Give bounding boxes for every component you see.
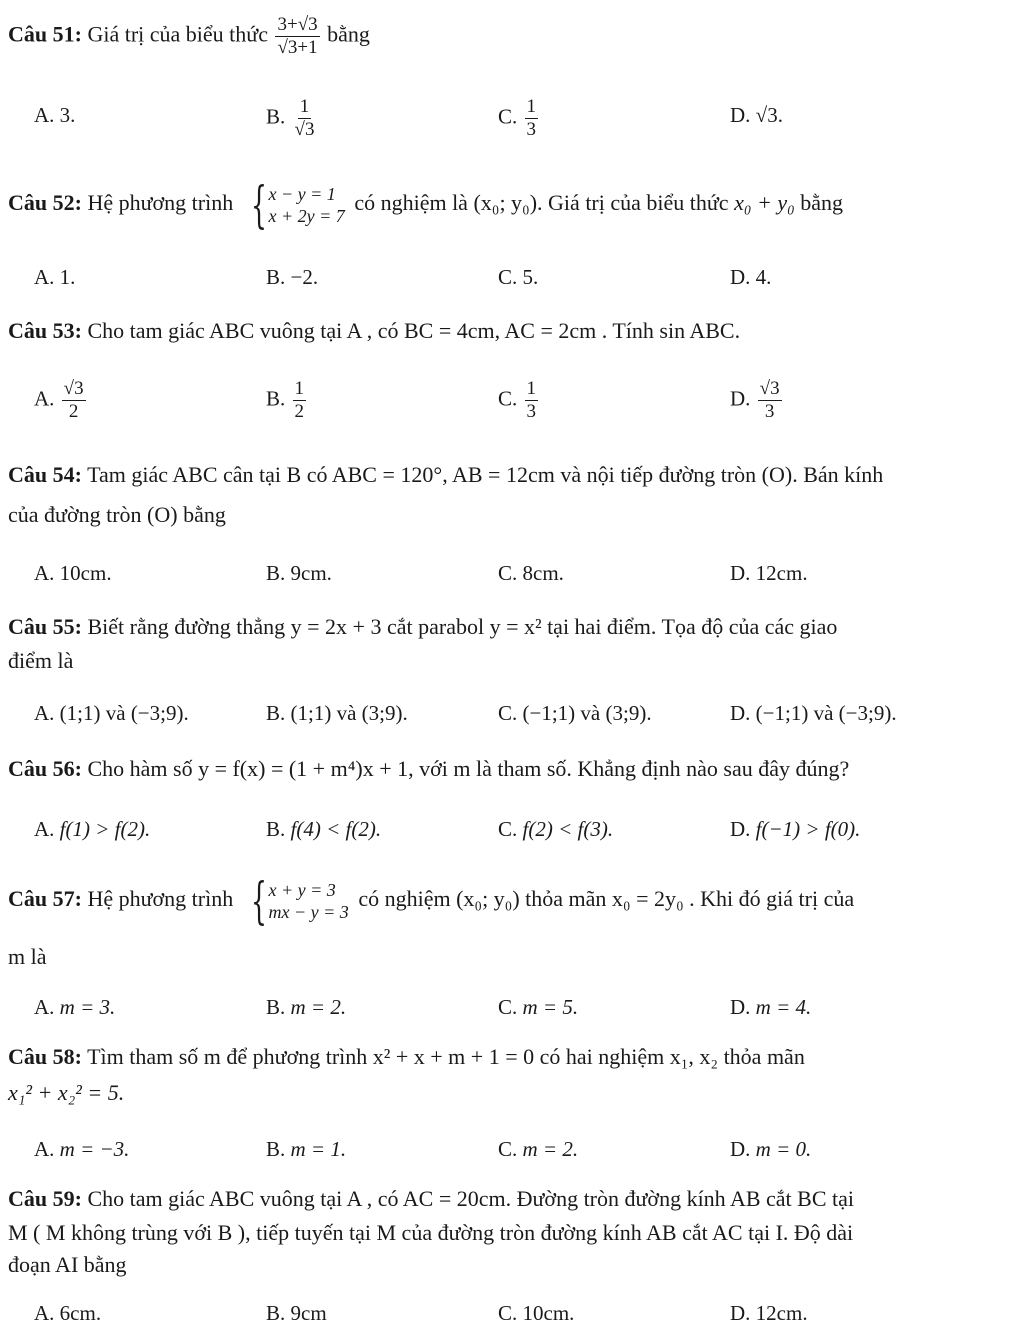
brace-icon: { bbox=[250, 872, 267, 930]
fraction-numerator: 3+√3 bbox=[277, 14, 318, 35]
option-d[interactable] bbox=[730, 814, 860, 844]
option-value: (1;1) và (−3;9). bbox=[59, 701, 189, 725]
option-letter: B. bbox=[266, 104, 286, 129]
option-letter: A. bbox=[34, 701, 55, 725]
fraction bbox=[293, 96, 317, 141]
option-letter: D. bbox=[730, 995, 751, 1019]
option-letter: C. bbox=[498, 265, 518, 289]
option-value: m = 0. bbox=[755, 1137, 812, 1161]
fraction-denominator: 3 bbox=[526, 119, 537, 140]
option-value: m = 4. bbox=[755, 995, 812, 1019]
option-value: f(2) < f(3). bbox=[522, 817, 614, 841]
option-value: 12cm. bbox=[755, 561, 808, 585]
option-b[interactable] bbox=[266, 1298, 327, 1328]
option-a[interactable] bbox=[34, 378, 88, 423]
fraction-numerator: 1 bbox=[526, 378, 537, 399]
option-letter: B. bbox=[266, 1137, 286, 1161]
option-letter: D. bbox=[730, 701, 751, 725]
option-a[interactable] bbox=[34, 558, 112, 588]
option-b[interactable] bbox=[266, 1134, 346, 1164]
option-letter: C. bbox=[498, 995, 518, 1019]
question-label: Câu 51: bbox=[8, 21, 82, 47]
option-letter: C. bbox=[498, 1301, 518, 1325]
option-a[interactable] bbox=[34, 814, 150, 844]
question-label: Câu 53: bbox=[8, 318, 82, 343]
option-letter: A. bbox=[34, 817, 55, 841]
question-text: Cho tam giác ABC vuông tại A , có BC = 4cm, AC = 2cm . Tính sin ABC. bbox=[87, 318, 741, 343]
option-value: m = −3. bbox=[59, 1137, 130, 1161]
fraction bbox=[758, 378, 782, 423]
question-58 bbox=[8, 1040, 1014, 1074]
option-b[interactable] bbox=[266, 378, 308, 423]
fraction bbox=[62, 378, 86, 423]
question-55-line-2: điểm là bbox=[8, 648, 74, 673]
equation-row: x − y = 1 bbox=[268, 184, 336, 204]
option-value: 3. bbox=[59, 103, 76, 127]
option-value: 4. bbox=[755, 265, 772, 289]
question-58-line-2: x₁² + x₂² = 5. bbox=[8, 1080, 125, 1105]
option-d[interactable] bbox=[730, 698, 897, 728]
equation-system bbox=[243, 872, 349, 930]
option-letter: B. bbox=[266, 995, 286, 1019]
option-b[interactable] bbox=[266, 992, 346, 1022]
fraction bbox=[525, 378, 539, 423]
option-value: −2. bbox=[290, 265, 319, 289]
equation-system bbox=[243, 176, 345, 234]
question-56 bbox=[8, 752, 1014, 786]
option-d[interactable] bbox=[730, 992, 811, 1022]
option-d[interactable] bbox=[730, 262, 771, 292]
option-value: 10cm. bbox=[59, 561, 112, 585]
brace-icon: { bbox=[250, 176, 267, 234]
question-label: Câu 58: bbox=[8, 1044, 82, 1069]
option-c[interactable] bbox=[498, 558, 564, 588]
option-d[interactable] bbox=[730, 100, 783, 130]
question-52 bbox=[8, 176, 1014, 234]
option-value: 5. bbox=[522, 265, 539, 289]
fraction-numerator: 1 bbox=[526, 96, 537, 117]
option-letter: D. bbox=[730, 817, 751, 841]
question-57-line-2: m là bbox=[8, 944, 47, 969]
option-letter: B. bbox=[266, 386, 286, 411]
question-text: Biết rằng đường thẳng y = 2x + 3 cắt parabol y = x² tại hai điểm. Tọa độ của các giao bbox=[87, 614, 838, 639]
option-letter: D. bbox=[730, 561, 751, 585]
option-a[interactable] bbox=[34, 262, 75, 292]
option-a[interactable] bbox=[34, 992, 115, 1022]
option-c[interactable] bbox=[498, 992, 578, 1022]
option-value: (−1;1) và (3;9). bbox=[522, 701, 652, 725]
option-value: m = 1. bbox=[290, 1137, 347, 1161]
option-value: f(1) > f(2). bbox=[59, 817, 151, 841]
option-letter: B. bbox=[266, 1301, 286, 1325]
question-51 bbox=[8, 14, 1014, 59]
fraction-numerator: √3 bbox=[759, 378, 780, 399]
option-value: m = 2. bbox=[522, 1137, 579, 1161]
option-letter: C. bbox=[498, 817, 518, 841]
fraction-numerator: 1 bbox=[294, 378, 305, 399]
option-value: 1. bbox=[59, 265, 76, 289]
question-57 bbox=[8, 872, 1014, 930]
question-label: Câu 57: bbox=[8, 886, 82, 912]
question-text: Hệ phương trình bbox=[87, 190, 234, 216]
question-label: Câu 55: bbox=[8, 614, 82, 639]
question-mid: có nghiệm là (x₀; y₀). Giá trị của biểu thức bbox=[354, 190, 729, 216]
fraction bbox=[525, 96, 539, 141]
option-letter: B. bbox=[266, 701, 286, 725]
option-a[interactable] bbox=[34, 1134, 129, 1164]
option-letter: D. bbox=[730, 1137, 751, 1161]
option-letter: A. bbox=[34, 1137, 55, 1161]
question-59-line-3: đoạn AI bằng bbox=[8, 1252, 127, 1277]
option-letter: D. bbox=[730, 386, 751, 411]
option-a[interactable] bbox=[34, 100, 75, 130]
question-text: Tam giác ABC cân tại B có ABC = 120°, AB = 12cm và nội tiếp đường tròn (O). Bán kính bbox=[87, 462, 884, 487]
fraction-numerator: 1 bbox=[299, 96, 310, 117]
fraction-denominator: √3+1 bbox=[277, 37, 318, 58]
option-value: 9cm. bbox=[290, 561, 332, 585]
option-c[interactable] bbox=[498, 1134, 578, 1164]
fraction bbox=[293, 378, 307, 423]
option-letter: A. bbox=[34, 103, 55, 127]
question-text: Hệ phương trình bbox=[87, 886, 234, 912]
option-c[interactable] bbox=[498, 262, 538, 292]
question-tail: bằng bbox=[327, 21, 370, 47]
option-d[interactable] bbox=[730, 558, 808, 588]
option-value: 8cm. bbox=[522, 561, 564, 585]
option-value: m = 2. bbox=[290, 995, 347, 1019]
fraction-denominator: 3 bbox=[526, 401, 537, 422]
option-c[interactable] bbox=[498, 814, 613, 844]
option-value: m = 5. bbox=[522, 995, 579, 1019]
fraction-denominator: √3 bbox=[294, 119, 315, 140]
option-letter: A. bbox=[34, 265, 55, 289]
equation-row: x + y = 3 bbox=[268, 880, 336, 900]
fraction-denominator: 2 bbox=[294, 401, 305, 422]
option-value: m = 3. bbox=[59, 995, 116, 1019]
option-value: (−1;1) và (−3;9). bbox=[755, 701, 897, 725]
option-d[interactable] bbox=[730, 1134, 811, 1164]
question-text: Cho tam giác ABC vuông tại A , có AC = 20cm. Đường tròn đường kính AB cắt BC tại bbox=[87, 1186, 855, 1211]
option-value: 6cm. bbox=[59, 1301, 102, 1325]
option-d[interactable] bbox=[730, 1298, 808, 1328]
option-c[interactable] bbox=[498, 378, 540, 423]
option-letter: B. bbox=[266, 561, 286, 585]
option-letter: A. bbox=[34, 995, 55, 1019]
option-value: (1;1) và (3;9). bbox=[290, 701, 408, 725]
option-letter: B. bbox=[266, 817, 286, 841]
question-54 bbox=[8, 458, 1014, 492]
option-letter: D. bbox=[730, 103, 751, 127]
option-value: f(4) < f(2). bbox=[290, 817, 382, 841]
option-value: 12cm. bbox=[755, 1301, 808, 1325]
question-text: Giá trị của biểu thức bbox=[87, 21, 268, 47]
option-b[interactable] bbox=[266, 96, 318, 141]
option-d[interactable] bbox=[730, 378, 784, 423]
option-letter: A. bbox=[34, 1301, 55, 1325]
question-55 bbox=[8, 610, 1014, 644]
option-value: √3. bbox=[755, 103, 783, 127]
question-59-line-2: M ( M không trùng với B ), tiếp tuyến tại M của đường tròn đường kính AB cắt AC tại I. Độ dài bbox=[8, 1220, 854, 1245]
question-label: Câu 54: bbox=[8, 462, 82, 487]
option-c[interactable] bbox=[498, 698, 652, 728]
option-letter: B. bbox=[266, 265, 286, 289]
question-tail: bằng bbox=[800, 190, 844, 216]
option-letter: C. bbox=[498, 1137, 518, 1161]
question-text: Tìm tham số m để phương trình x² + x + m + 1 = 0 có hai nghiệm x₁, x₂ thỏa mãn bbox=[87, 1044, 805, 1069]
option-letter: A. bbox=[34, 386, 55, 411]
fraction-denominator: 2 bbox=[68, 401, 79, 422]
question-text: Cho hàm số y = f(x) = (1 + m⁴)x + 1, với m là tham số. Khẳng định nào sau đây đúng? bbox=[87, 756, 850, 781]
question-expression: x₀ + y₀ bbox=[734, 190, 795, 216]
equation-row: x + 2y = 7 bbox=[268, 206, 345, 226]
option-b[interactable] bbox=[266, 262, 318, 292]
option-b[interactable] bbox=[266, 558, 332, 588]
option-letter: A. bbox=[34, 561, 55, 585]
question-label: Câu 52: bbox=[8, 190, 82, 216]
option-letter: C. bbox=[498, 701, 518, 725]
option-a[interactable] bbox=[34, 1298, 101, 1328]
option-letter: D. bbox=[730, 265, 751, 289]
question-53 bbox=[8, 314, 1014, 348]
fraction-numerator: √3 bbox=[63, 378, 84, 399]
option-b[interactable] bbox=[266, 814, 381, 844]
question-label: Câu 59: bbox=[8, 1186, 82, 1211]
fraction-denominator: 3 bbox=[764, 401, 775, 422]
option-c[interactable] bbox=[498, 1298, 574, 1328]
question-54-line-2: của đường tròn (O) bằng bbox=[8, 502, 226, 527]
option-letter: C. bbox=[498, 386, 518, 411]
option-b[interactable] bbox=[266, 698, 408, 728]
question-59 bbox=[8, 1182, 1014, 1216]
option-a[interactable] bbox=[34, 698, 189, 728]
question-mid: có nghiệm (x₀; y₀) thỏa mãn x₀ = 2y₀ . Khi đó giá trị của bbox=[358, 886, 855, 912]
option-letter: C. bbox=[498, 561, 518, 585]
option-value: 9cm bbox=[290, 1301, 327, 1325]
fraction bbox=[275, 14, 319, 59]
option-value: 10cm. bbox=[522, 1301, 575, 1325]
option-letter: D. bbox=[730, 1301, 751, 1325]
equation-row: mx − y = 3 bbox=[268, 902, 349, 922]
option-c[interactable] bbox=[498, 96, 540, 141]
question-label: Câu 56: bbox=[8, 756, 82, 781]
option-value: f(−1) > f(0). bbox=[755, 817, 861, 841]
option-letter: C. bbox=[498, 104, 518, 129]
